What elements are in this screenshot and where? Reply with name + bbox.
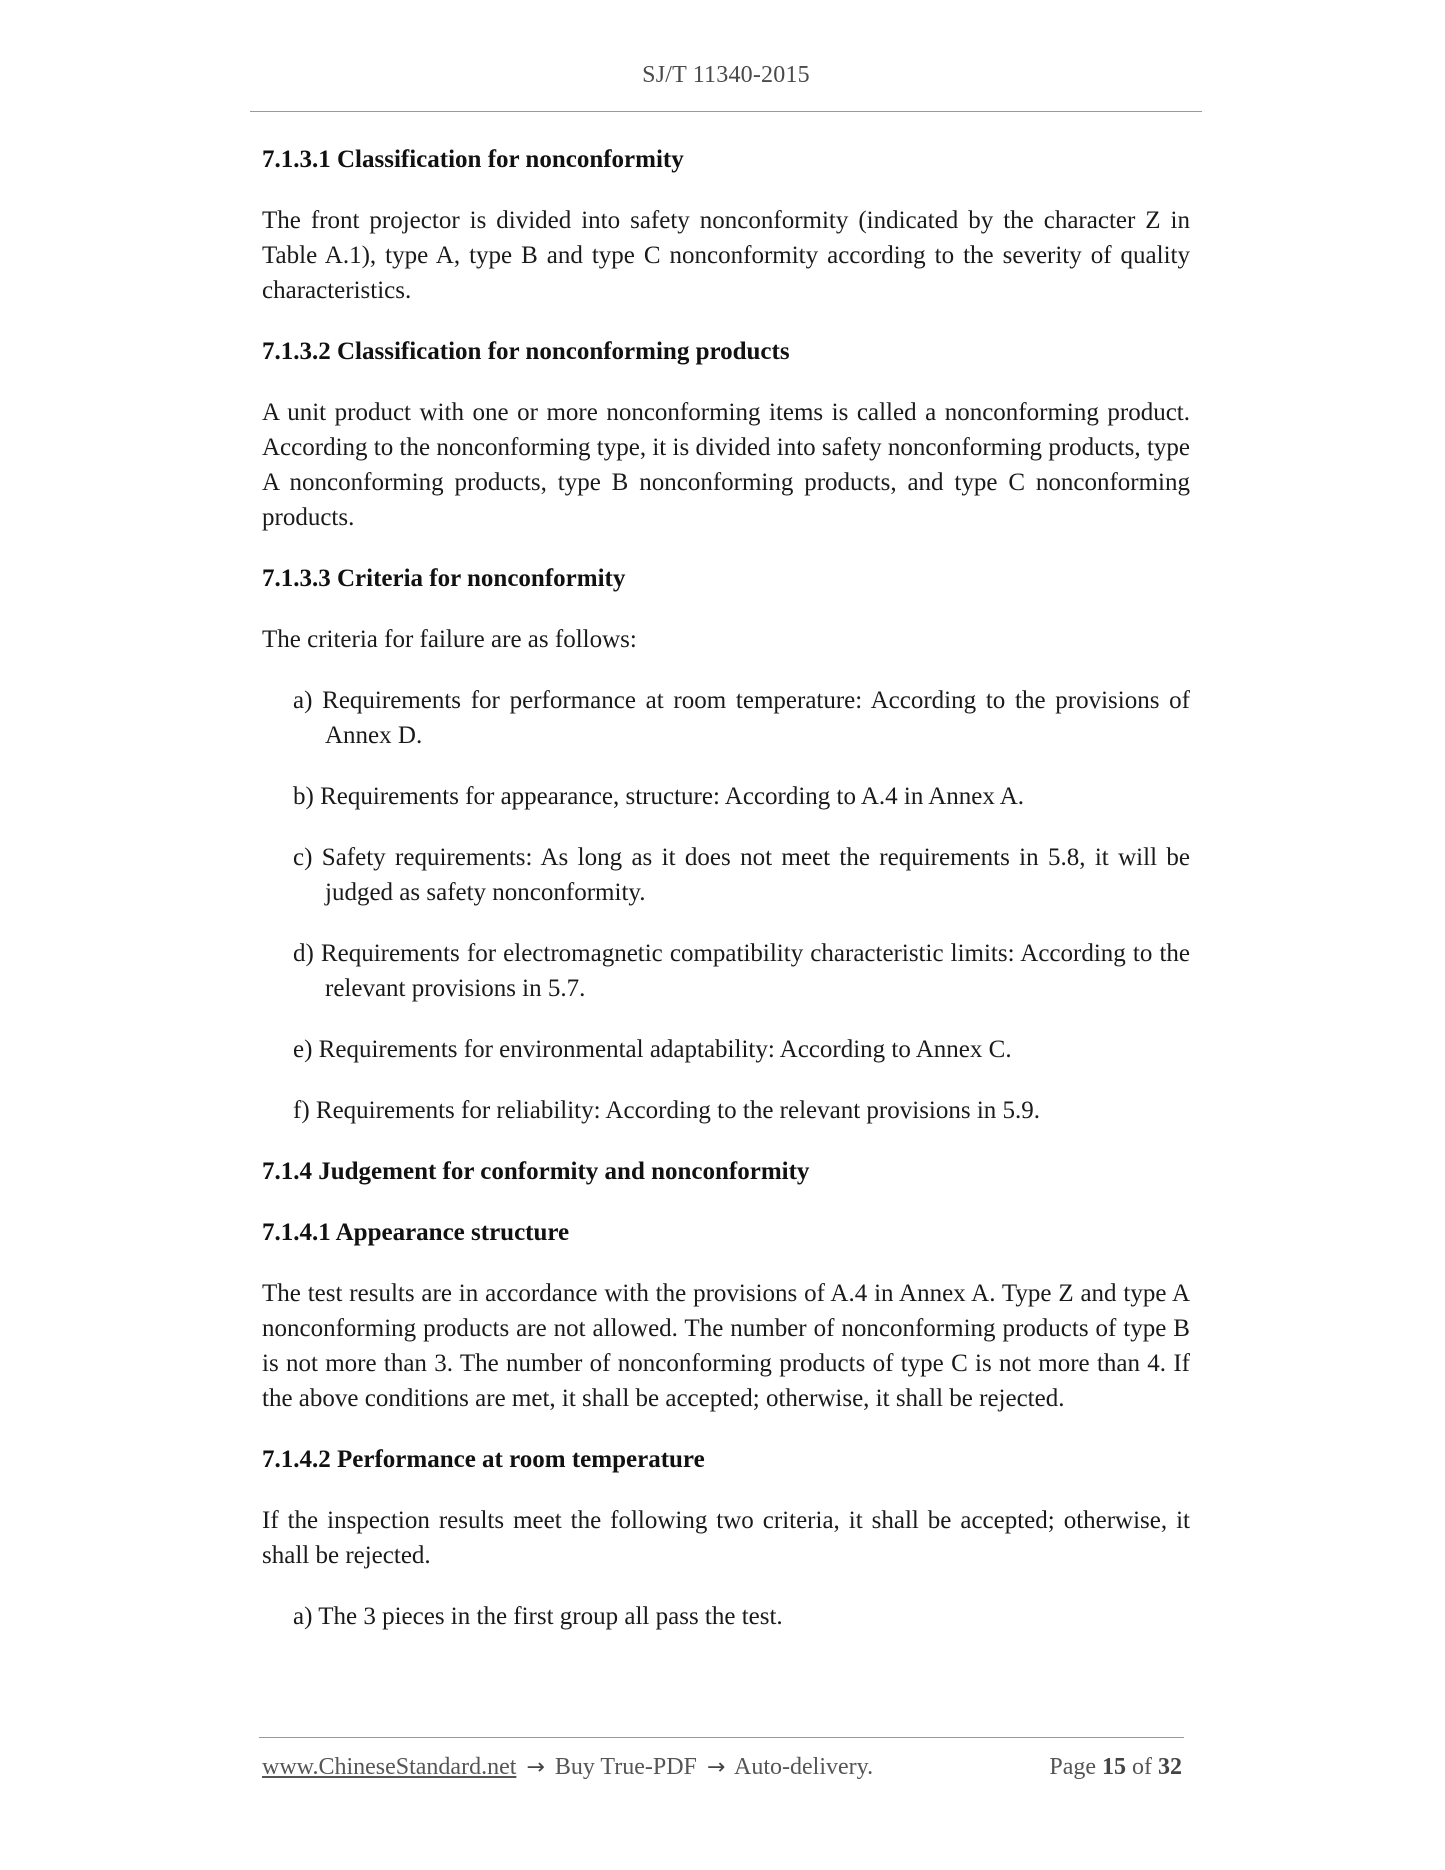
arrow-right-icon: → xyxy=(526,1755,545,1780)
paragraph-7-1-4-2: If the inspection results meet the following two criteria, it shall be accepted; otherwise, it shall be rejected. xyxy=(262,1507,1190,1569)
header-divider xyxy=(250,111,1202,112)
paragraph-7-1-3-3-intro: The criteria for failure are as follows: xyxy=(262,626,637,653)
heading-7-1-3-1: 7.1.3.1 Classification for nonconformity xyxy=(262,146,684,173)
auto-delivery-text: Auto-delivery. xyxy=(734,1754,874,1780)
page-number: 15 xyxy=(1102,1754,1126,1780)
heading-7-1-4-1: 7.1.4.1 Appearance structure xyxy=(262,1219,570,1246)
criteria-item-e: e) Requirements for environmental adaptability: According to Annex C. xyxy=(293,1036,1012,1063)
heading-7-1-4-2: 7.1.4.2 Performance at room temperature xyxy=(262,1446,705,1473)
criteria-item-c: c) Safety requirements: As long as it does not meet the requirements in 5.8, it will be judged as safety nonconformity. xyxy=(293,844,1190,906)
criteria-item-d: d) Requirements for electromagnetic compatibility characteristic limits: According to the relevant provisions in 5.7. xyxy=(293,940,1190,1002)
document-body xyxy=(262,142,1190,1660)
page-footer xyxy=(262,1754,1182,1781)
performance-item-a: a) The 3 pieces in the first group all pass the test. xyxy=(293,1603,783,1630)
paragraph-7-1-4-1: The test results are in accordance with the provisions of A.4 in Annex A. Type Z and type A nonconforming products are not allowed. The number of nonconforming products of type B is not more than 3. The number of nonconforming products of type C is not more than 4. If the above conditions are met, it shall be accepted; otherwise, it shall be rejected. xyxy=(262,1280,1190,1412)
page-total: 32 xyxy=(1158,1754,1182,1780)
page-counter xyxy=(1049,1754,1182,1781)
paragraph-7-1-3-2: A unit product with one or more nonconforming items is called a nonconforming product. According to the nonconforming type, it is divided into safety nonconforming products, type A nonconforming products, type B nonconforming products, and type C nonconforming products. xyxy=(262,399,1190,531)
website-link[interactable]: www.ChineseStandard.net xyxy=(262,1754,517,1780)
criteria-item-a: a) Requirements for performance at room temperature: According to the provisions of Annex D. xyxy=(293,687,1190,749)
footer-divider xyxy=(259,1737,1184,1738)
page-header xyxy=(250,62,1202,89)
page-label: Page xyxy=(1049,1754,1096,1780)
paragraph-7-1-3-1: The front projector is divided into safety nonconformity (indicated by the character Z in Table A.1), type A, type B and type C nonconformity according to the severity of quality characteristics. xyxy=(262,207,1190,304)
heading-7-1-3-3: 7.1.3.3 Criteria for nonconformity xyxy=(262,565,626,592)
criteria-item-b: b) Requirements for appearance, structure: According to A.4 in Annex A. xyxy=(293,783,1025,810)
footer-promo xyxy=(262,1754,873,1781)
heading-7-1-3-2: 7.1.3.2 Classification for nonconforming products xyxy=(262,338,790,365)
standard-code: SJ/T 11340-2015 xyxy=(642,62,810,88)
of-label: of xyxy=(1132,1754,1152,1780)
buy-true-pdf-text: Buy True-PDF xyxy=(554,1754,697,1780)
arrow-right-icon: → xyxy=(706,1755,726,1780)
heading-7-1-4: 7.1.4 Judgement for conformity and nonconformity xyxy=(262,1158,810,1185)
criteria-item-f: f) Requirements for reliability: According to the relevant provisions in 5.9. xyxy=(293,1097,1041,1124)
